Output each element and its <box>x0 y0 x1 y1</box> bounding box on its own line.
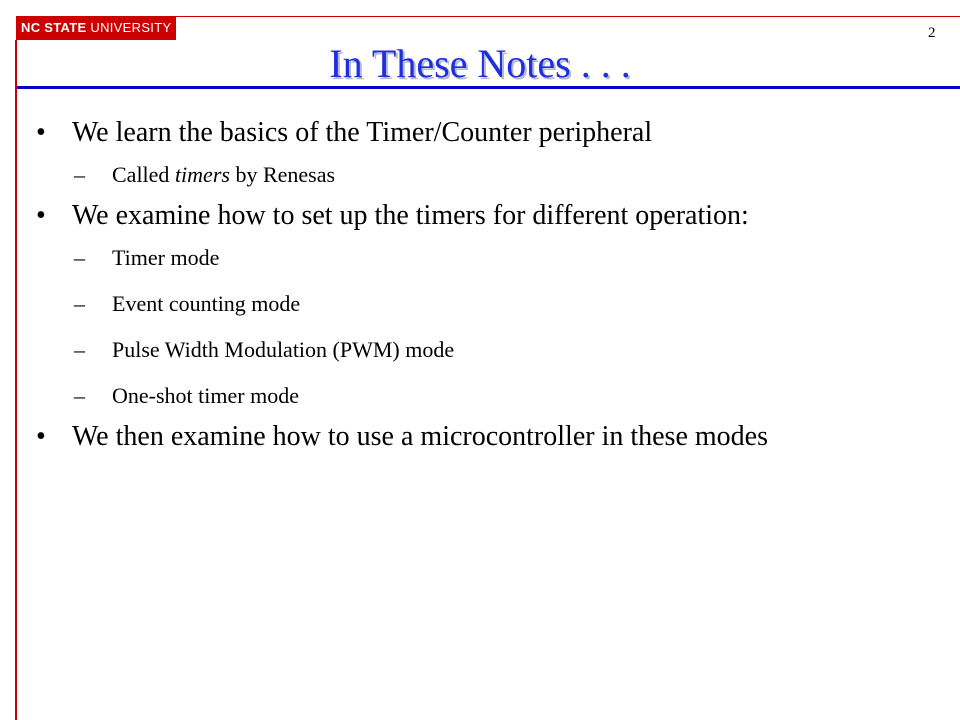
sub-bullet-marker: – <box>74 162 85 187</box>
slide-title: In These Notes . . . <box>329 41 631 86</box>
slide-number: 2 <box>928 25 936 41</box>
sub-bullet-text: Timer mode <box>112 245 220 270</box>
bullet-marker: • <box>36 200 46 231</box>
sub-bullet-item <box>72 292 936 316</box>
sub-bullet-text-italic: timers <box>174 162 230 187</box>
bullet-text: We learn the basics of the Timer/Counter peripheral <box>72 117 653 148</box>
left-red-rule <box>15 40 17 720</box>
top-red-rule <box>176 16 960 17</box>
logo-rest-text: UNIVERSITY <box>86 20 172 35</box>
sub-bullet-item <box>72 163 936 187</box>
sub-bullet-marker: – <box>74 291 85 316</box>
bullet-item <box>36 418 936 455</box>
bullet-item <box>36 197 936 408</box>
sub-bullet-list <box>72 163 936 187</box>
logo-bold-text: NC STATE <box>21 20 87 35</box>
bullet-text: We then examine how to use a microcontroller in these modes <box>72 421 768 452</box>
sub-bullet-item <box>72 246 936 270</box>
sub-bullet-list <box>72 246 936 408</box>
sub-bullet-marker: – <box>74 245 85 270</box>
sub-bullet-marker: – <box>74 383 85 408</box>
sub-bullet-item <box>72 338 936 362</box>
sub-bullet-text: Pulse Width Modulation (PWM) mode <box>112 337 455 362</box>
sub-bullet-marker: – <box>74 337 85 362</box>
bullet-list <box>36 110 936 455</box>
sub-bullet-text-start: Called <box>112 162 175 187</box>
bullet-text: We examine how to set up the timers for different operation: <box>72 200 749 231</box>
sub-bullet-text: One-shot timer mode <box>112 383 299 408</box>
bullet-marker: • <box>36 421 46 452</box>
bullet-item <box>36 114 936 187</box>
sub-bullet-item <box>72 384 936 408</box>
sub-bullet-text: Event counting mode <box>112 291 301 316</box>
sub-bullet-text-end: by Renesas <box>229 162 336 187</box>
ncsu-logo <box>16 16 176 40</box>
bullet-marker: • <box>36 117 46 148</box>
